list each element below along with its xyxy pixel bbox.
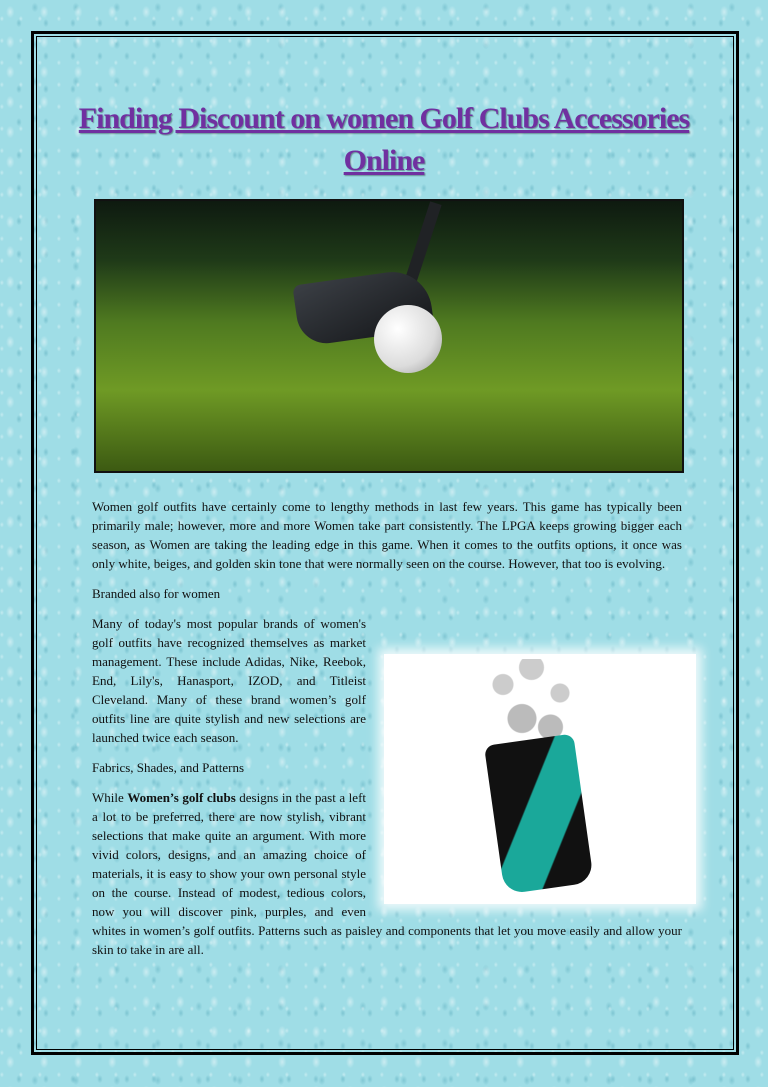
golf-bag [484, 733, 594, 894]
section-heading-fabrics: Fabrics, Shades, and Patterns [92, 760, 245, 775]
club-heads [484, 659, 579, 744]
golf-bag-image [384, 654, 696, 904]
golf-club-ball-image [94, 199, 684, 473]
golf-ball [374, 305, 442, 373]
womens-golf-clubs-bold: Women’s golf clubs [127, 790, 236, 805]
brands-paragraph [92, 614, 682, 747]
section-heading-branded: Branded also for women [92, 586, 221, 601]
brands-text: Many of today's most popular brands of women's golf outfits have recognized themselves as market management. These include Adidas, Nike, Reebok, End, Lily's, Hanasport, IZOD, and Titleist Cleveland. Many of these brand women’s golf outfits line are quite stylish and new selections are launched twice each season. [92, 616, 366, 745]
fabrics-text: designs in the past a left a lot to be preferred, there are now stylish, vibrant selections that make quite an argument. With more vivid colors, designs, and an amazing choice of materials, it is easy to show your own personal style on the course. Instead of modest, tedious colors, now you will discover pink, purples, and even whites in women’s golf outfits. Patterns such as paisley and components that let you move easily and allow your skin to take in are all. [92, 790, 682, 957]
intro-paragraph: Women golf outfits have certainly come to lengthy methods in last few years. This game has typically been primarily male; however, more and more Women take part consistently. The LPGA keeps growing bigger each season, as Women are taking the leading edge in this game. When it comes to the outfits options, it once was only white, beiges, and golden skin tone that were normally seen on the course. However, that too is evolving. [92, 499, 682, 571]
article-body [92, 497, 682, 970]
page-title: Finding Discount on women Golf Clubs Accessories Online [78, 102, 690, 177]
fabrics-lead: While [92, 790, 128, 805]
